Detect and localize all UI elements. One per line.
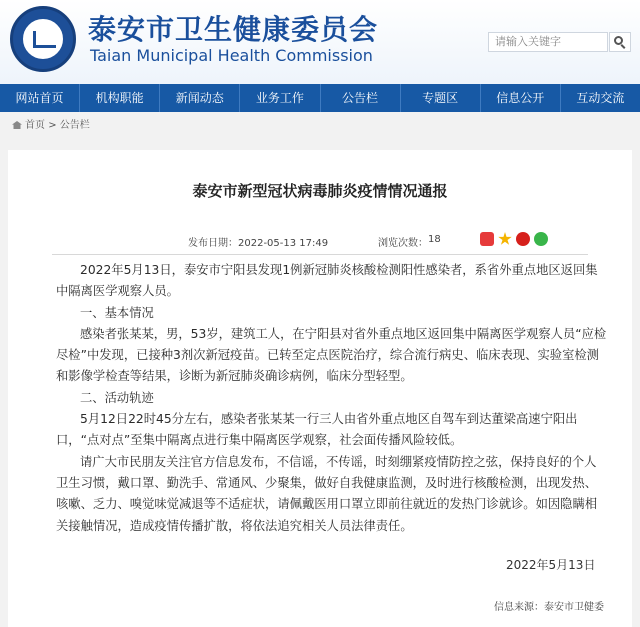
breadcrumb-separator: > xyxy=(48,120,57,131)
home-icon xyxy=(12,121,22,129)
views-count: 18 xyxy=(428,234,441,245)
nav-item-work[interactable]: 业务工作 xyxy=(240,84,320,112)
share-wechat-icon[interactable] xyxy=(534,232,548,246)
search-icon-handle xyxy=(621,44,626,49)
search-button[interactable] xyxy=(609,32,631,52)
nav-item-organization[interactable]: 机构职能 xyxy=(80,84,160,112)
share-favorite-icon[interactable] xyxy=(498,232,512,246)
share-weibo-icon[interactable] xyxy=(516,232,530,246)
paragraph: 请广大市民朋友关注官方信息发布，不信谣，不传谣，时刻绷紧疫情防控之弦，保持良好的个人卫生习惯，戴口罩、勤洗手、常通风、少聚集，做好自我健康监测，及时进行核酸检测，出现发热、咳嗽、乏力、嗅觉味觉减退等不适症状，请佩戴医用口罩立即前往就近的发热门诊就诊。如因隐瞒相关接触情况，造成疫情传播扩散，将依法追究相关人员法律责任。 xyxy=(56,454,598,533)
nav-item-notices[interactable]: 公告栏 xyxy=(321,84,401,112)
main-nav xyxy=(0,84,640,112)
article-date: 2022年5月13日 xyxy=(506,558,596,572)
share-tencent-icon[interactable] xyxy=(480,232,494,246)
breadcrumb-home[interactable]: 首页 xyxy=(25,120,45,131)
views-label: 浏览次数： xyxy=(378,238,428,249)
article-source: 信息来源：泰安市卫健委 xyxy=(494,602,604,613)
meta-divider xyxy=(52,254,588,255)
section-heading: 一、基本情况 xyxy=(80,305,154,320)
article-title: 泰安市新型冠状病毒肺炎疫情情况通报 xyxy=(192,182,448,200)
nav-item-topics[interactable]: 专题区 xyxy=(401,84,481,112)
nav-item-interaction[interactable]: 互动交流 xyxy=(576,91,625,105)
nav-item-news[interactable]: 新闻动态 xyxy=(160,84,240,112)
site-title: 泰安市卫生健康委员会 xyxy=(88,13,379,46)
site-header xyxy=(0,0,640,84)
breadcrumb xyxy=(12,118,90,134)
breadcrumb-current[interactable]: 公告栏 xyxy=(59,120,90,131)
article-panel xyxy=(8,150,632,627)
paragraph: 2022年5月13日，泰安市宁阳县发现1例新冠肺炎核酸检测阳性感染者，系省外重点地区返回集中隔离医学观察人员。 xyxy=(56,263,598,299)
logo-emblem xyxy=(21,17,65,61)
site-logo-icon[interactable] xyxy=(10,6,76,72)
publish-date: 发布日期：2022-05-13 17:49 xyxy=(188,238,329,249)
paragraph: 5月12日22时45分左右，感染者张某某一行三人由省外重点地区自驾车到达董梁高速宁阳出口，“点对点”至集中隔离点进行集中隔离医学观察，社会面传播风险较低。 xyxy=(56,412,578,448)
nav-item-disclosure[interactable]: 信息公开 xyxy=(481,84,561,112)
logo-mountain-icon xyxy=(33,31,56,48)
site-title-en: Taian Municipal Health Commission xyxy=(90,46,373,65)
section-heading: 二、活动轨迹 xyxy=(80,390,154,405)
nav-item-home[interactable]: 网站首页 xyxy=(0,84,80,112)
share-buttons xyxy=(480,232,548,248)
paragraph: 感染者张某某，男，53岁，建筑工人，在宁阳县对省外重点地区返回集中隔离医学观察人员“应检尽检”中发现，已接种3剂次新冠疫苗。已转至定点医院治疗，综合流行病史、临床表现、实验室检测和影像学检查等结果，诊断为新冠肺炎确诊病例，临床分型轻型。 xyxy=(56,326,607,384)
search-input[interactable]: 请输入关键字 xyxy=(488,32,608,52)
article-body xyxy=(56,260,608,537)
